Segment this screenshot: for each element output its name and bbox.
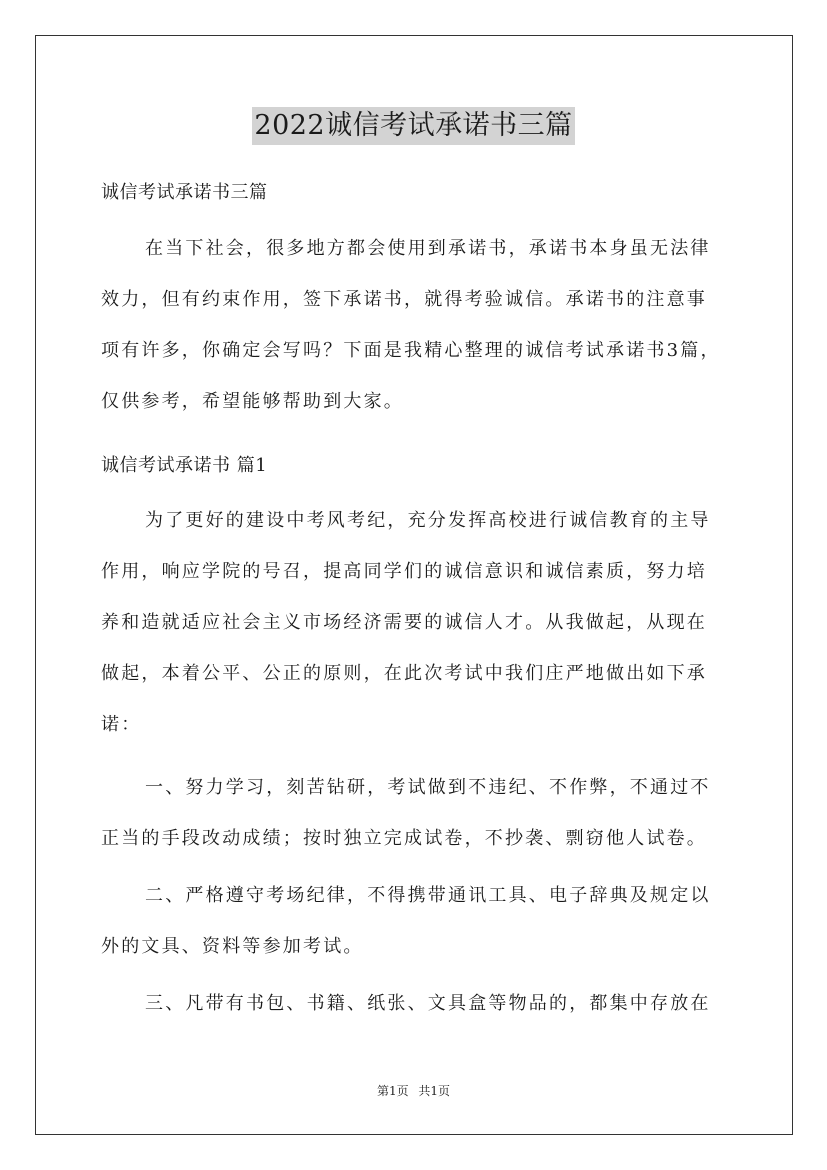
page-footer <box>0 1082 827 1099</box>
paragraph-line: 外的文具、资料等参加考试。 <box>101 936 364 957</box>
page-number: 第1页 <box>376 1084 409 1098</box>
commitment-paragraph <box>101 495 711 750</box>
paragraph-line: 三、凡带有书包、书籍、纸张、文具盒等物品的，都集中存放在 <box>145 993 711 1014</box>
commitment-item-2 <box>101 870 711 972</box>
paragraph-line: 作用，响应学院的号召，提高同学们的诚信意识和诚信素质，努力培 <box>101 561 707 582</box>
document-title <box>0 104 827 145</box>
section-heading-1: 诚信考试承诺书 篇1 <box>101 455 268 476</box>
paragraph-line: 做起，本着公平、公正的原则，在此次考试中我们庄严地做出如下承 <box>101 663 707 684</box>
document-title-text: 2022诚信考试承诺书三篇 <box>252 107 574 145</box>
paragraph-line: 养和造就适应社会主义市场经济需要的诚信人才。从我做起，从现在 <box>101 612 707 633</box>
paragraph-line: 一、努力学习，刻苦钻研，考试做到不违纪、不作弊，不通过不 <box>145 777 711 798</box>
commitment-item-1 <box>101 762 711 864</box>
paragraph-line: 项有许多，你确定会写吗？下面是我精心整理的诚信考试承诺书3篇， <box>101 340 721 361</box>
paragraph-line: 正当的手段改动成绩；按时独立完成试卷，不抄袭、剽窃他人试卷。 <box>101 828 707 849</box>
paragraph-line: 诺： <box>101 714 142 735</box>
commitment-item-3 <box>101 978 711 1029</box>
paragraph-line: 为了更好的建设中考风考纪，充分发挥高校进行诚信教育的主导 <box>145 510 711 531</box>
page-total: 共1页 <box>418 1084 451 1098</box>
paragraph-line: 效力，但有约束作用，签下承诺书，就得考验诚信。承诺书的注意事 <box>101 289 707 310</box>
paragraph-line: 仅供参考，希望能够帮助到大家。 <box>101 391 404 412</box>
intro-paragraph <box>101 223 721 427</box>
intro-heading: 诚信考试承诺书三篇 <box>101 182 268 203</box>
paragraph-line: 在当下社会，很多地方都会使用到承诺书，承诺书本身虽无法律 <box>145 238 711 259</box>
paragraph-line: 二、严格遵守考场纪律，不得携带通讯工具、电子辞典及规定以 <box>145 885 711 906</box>
